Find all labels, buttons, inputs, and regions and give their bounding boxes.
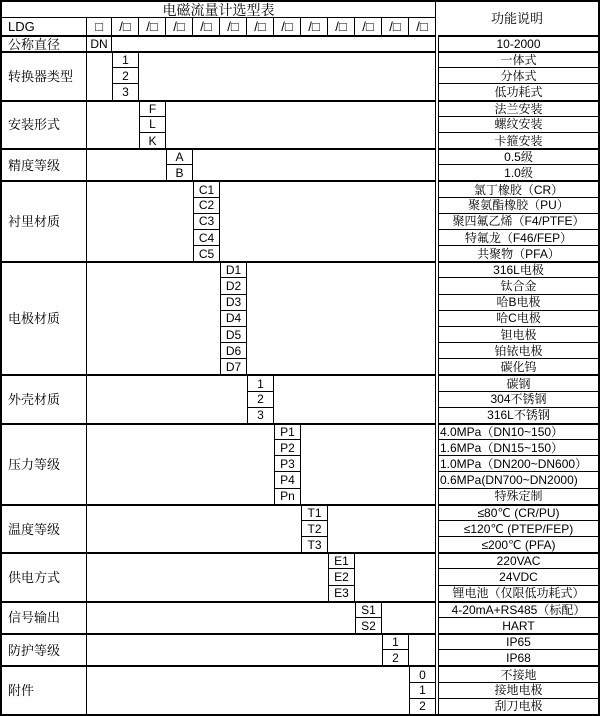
grid-filler <box>87 601 355 633</box>
option-description: 卡箍安装 <box>438 132 598 148</box>
option-code: 3 <box>112 83 139 99</box>
option-code: D2 <box>220 277 247 293</box>
option-description: IP65 <box>438 633 598 649</box>
option-description: 哈C电极 <box>438 310 598 326</box>
option-code: B <box>166 164 193 180</box>
category-label: 安装形式 <box>2 100 87 149</box>
category-label: 附件 <box>2 665 87 714</box>
grid-filler <box>87 423 274 504</box>
option-description: ≤80℃ (CR/PU) <box>438 504 598 520</box>
grid-filler <box>112 35 436 51</box>
option-code: 1 <box>247 374 274 390</box>
option-code: P3 <box>274 455 301 471</box>
option-description: 螺纹安装 <box>438 116 598 132</box>
option-description: 聚四氟乙烯（F4/PTFE） <box>438 213 598 229</box>
option-code: 2 <box>247 391 274 407</box>
option-code: D3 <box>220 294 247 310</box>
model-prefix: LDG <box>2 18 87 35</box>
category-label: 电极材质 <box>2 261 87 374</box>
option-code: 2 <box>382 649 409 665</box>
option-description: 接地电极 <box>438 682 598 698</box>
model-code-slot: /□ <box>409 18 436 35</box>
option-description: 钽电极 <box>438 326 598 342</box>
grid-filler <box>328 504 436 553</box>
option-description: 碳钢 <box>438 374 598 390</box>
grid-filler <box>139 51 436 100</box>
grid-filler <box>409 633 436 665</box>
option-description: 0.6MPa(DN700~DN2000) <box>438 471 598 487</box>
category-label: 转换器类型 <box>2 51 87 100</box>
option-code: 2 <box>112 67 139 83</box>
grid-filler <box>301 423 436 504</box>
grid-filler <box>87 261 220 374</box>
category-label: 供电方式 <box>2 552 87 601</box>
option-description: 316L不锈钢 <box>438 407 598 423</box>
category-label: 衬里材质 <box>2 180 87 261</box>
model-code-slot: /□ <box>166 18 193 35</box>
option-description: ≤200℃ (PFA) <box>438 536 598 552</box>
category-label: 精度等级 <box>2 148 87 180</box>
option-code: DN <box>87 35 112 51</box>
option-description: HART <box>438 617 598 633</box>
option-description: 低功耗式 <box>438 83 598 99</box>
option-code: S1 <box>355 601 382 617</box>
table-title: 电磁流量计选型表 <box>2 2 436 18</box>
model-code-slot: /□ <box>220 18 247 35</box>
option-code: S2 <box>355 617 382 633</box>
model-code-slot: /□ <box>328 18 355 35</box>
model-code-slot: /□ <box>274 18 301 35</box>
option-code: 1 <box>112 51 139 67</box>
option-code: D7 <box>220 358 247 374</box>
grid-filler <box>87 633 382 665</box>
grid-filler <box>355 552 436 601</box>
option-code: T3 <box>301 536 328 552</box>
option-code: A <box>166 148 193 164</box>
option-code: P4 <box>274 471 301 487</box>
option-code: D1 <box>220 261 247 277</box>
model-code-slot: /□ <box>247 18 274 35</box>
option-code: C5 <box>193 245 220 261</box>
grid-filler <box>87 374 247 423</box>
option-description: 分体式 <box>438 67 598 83</box>
grid-filler <box>87 504 301 553</box>
grid-filler <box>87 180 193 261</box>
option-description: 碳化钨 <box>438 358 598 374</box>
category-label: 压力等级 <box>2 423 87 504</box>
option-code: Pn <box>274 488 301 504</box>
grid-filler <box>193 148 436 180</box>
option-code: P1 <box>274 423 301 439</box>
option-code: F <box>139 100 166 116</box>
model-code-slot: /□ <box>301 18 328 35</box>
option-description: 220VAC <box>438 552 598 568</box>
option-code: D4 <box>220 310 247 326</box>
grid-filler <box>247 261 436 374</box>
grid-filler <box>87 51 112 100</box>
option-description: 4-20mA+RS485（标配） <box>438 601 598 617</box>
grid-filler <box>87 552 328 601</box>
option-code: C3 <box>193 213 220 229</box>
option-code: C2 <box>193 197 220 213</box>
category-label: 信号输出 <box>2 601 87 633</box>
category-label: 防护等级 <box>2 633 87 665</box>
option-description: 聚氨酯橡胶（PU） <box>438 197 598 213</box>
option-description: 氯丁橡胶（CR） <box>438 180 598 196</box>
option-description: ≤120℃ (PTEP/FEP) <box>438 520 598 536</box>
grid-filler <box>87 665 409 714</box>
option-code: 0 <box>409 665 436 681</box>
option-description: 共聚物（PFA） <box>438 245 598 261</box>
option-description: 24VDC <box>438 568 598 584</box>
option-description: 特殊定制 <box>438 488 598 504</box>
model-code-slot: /□ <box>139 18 166 35</box>
option-description: 一体式 <box>438 51 598 67</box>
option-code: E1 <box>328 552 355 568</box>
option-description: 特氟龙（F46/FEP） <box>438 229 598 245</box>
grid-filler <box>166 100 436 149</box>
option-description: 1.0级 <box>438 164 598 180</box>
grid-filler <box>220 180 436 261</box>
model-code-slot: /□ <box>193 18 220 35</box>
option-description: 哈B电极 <box>438 294 598 310</box>
option-code: P2 <box>274 439 301 455</box>
option-code: D6 <box>220 342 247 358</box>
option-code: C4 <box>193 229 220 245</box>
option-code: L <box>139 116 166 132</box>
category-label: 公称直径 <box>2 35 87 51</box>
model-code-box: □ <box>87 18 112 35</box>
option-description: 1.0MPa（DN200~DN600） <box>438 455 598 471</box>
option-description: 不接地 <box>438 665 598 681</box>
option-description: 316L电极 <box>438 261 598 277</box>
model-code-slot: /□ <box>112 18 139 35</box>
option-description: 304不锈钢 <box>438 391 598 407</box>
model-code-slot: /□ <box>382 18 409 35</box>
option-description: 0.5级 <box>438 148 598 164</box>
grid-filler <box>87 100 139 149</box>
option-description: 4.0MPa（DN10~150） <box>438 423 598 439</box>
option-code: C1 <box>193 180 220 196</box>
option-description: 钛合金 <box>438 277 598 293</box>
option-description: 铂铱电极 <box>438 342 598 358</box>
option-code: D5 <box>220 326 247 342</box>
option-code: K <box>139 132 166 148</box>
option-description: 锂电池（仅限低功耗式） <box>438 585 598 601</box>
option-description: 法兰安装 <box>438 100 598 116</box>
option-code: 1 <box>382 633 409 649</box>
option-code: 3 <box>247 407 274 423</box>
option-code: 1 <box>409 682 436 698</box>
category-label: 外壳材质 <box>2 374 87 423</box>
option-code: T1 <box>301 504 328 520</box>
option-description: 10-2000 <box>438 35 598 51</box>
category-label: 温度等级 <box>2 504 87 553</box>
option-description: 1.6MPa（DN15~150） <box>438 439 598 455</box>
option-code: T2 <box>301 520 328 536</box>
option-code: E2 <box>328 568 355 584</box>
function-column-header: 功能说明 <box>490 11 543 26</box>
model-code-slot: /□ <box>355 18 382 35</box>
option-description: 刮刀电极 <box>438 698 598 714</box>
grid-filler <box>87 148 166 180</box>
option-code: 2 <box>409 698 436 714</box>
option-code: E3 <box>328 585 355 601</box>
option-description: IP68 <box>438 649 598 665</box>
grid-filler <box>274 374 436 423</box>
grid-filler <box>382 601 436 633</box>
